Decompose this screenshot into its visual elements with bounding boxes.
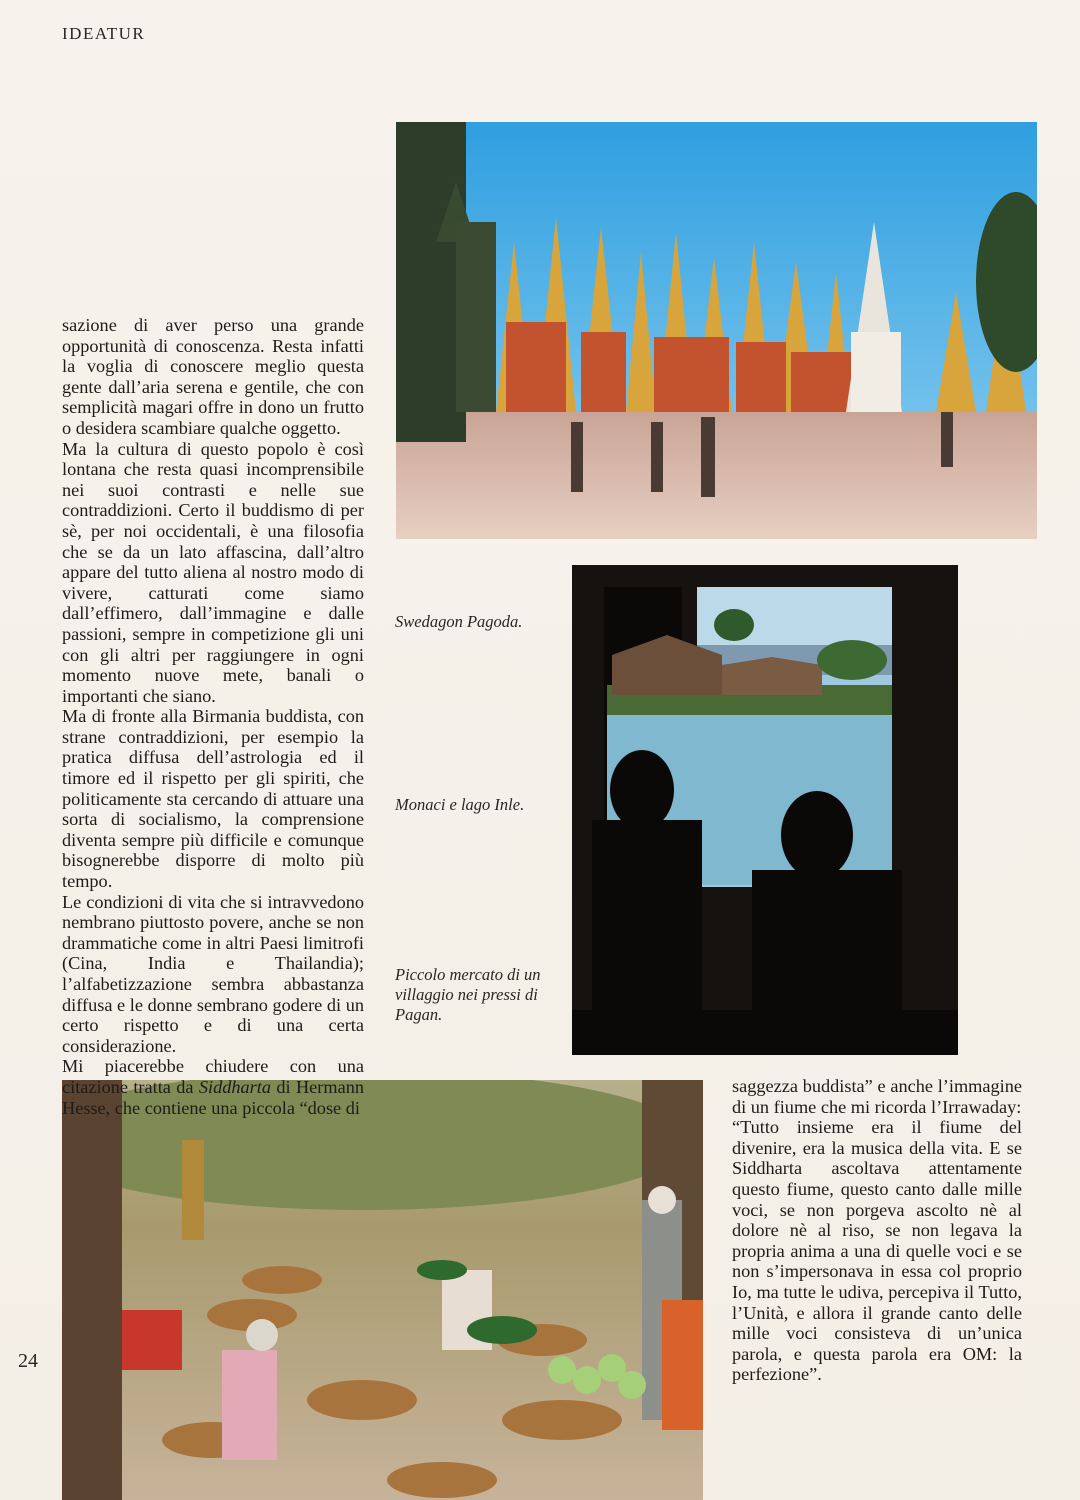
book-title: Siddharta <box>198 1076 272 1097</box>
paragraph-6: saggezza buddista” e anche l’immagine di un fiume che mi ricorda l’Irrawaday: <box>732 1076 1022 1117</box>
photo-mercato-villaggio <box>62 1080 703 1500</box>
monks-illustration <box>572 565 958 1055</box>
paragraph-4: Le condizioni di vita che si intravvedono nembrano piuttosto povere, anche se non drammatiche come in altri Paesi limitrofi (Cina, India e Thailandia); l’alfabetizzazione sembra abbastanza diffusa e le donne sembrano godere di un certo rispetto e di una certa considerazione. <box>62 891 364 1056</box>
photo-monaci-lago-inle <box>572 565 958 1055</box>
caption-market: Piccolo mercato di un villaggio nei pressi di Pagan. <box>395 965 541 1024</box>
closing-intro: Mi piacerebbe chiudere con una citazione tratta da <box>62 1056 364 1097</box>
paragraph-5 <box>62 1056 364 1118</box>
paragraph-2: Ma la cultura di questo popolo è così lontana che resta quasi incomprensibile nei suoi contrasti e nelle sue contraddizioni. Certo il buddismo di per sè, per noi occidentali, è una filosofia che se da un lato affascina, dall’altro appare del tutto aliena al nostro modo di vivere, catturati come siamo dall’effimero, dall’immagine e dalle passioni, sempre in competizione gli uni con gli altri per raggiungere in ogni momento nuove mete, banali o importanti che siano. <box>62 438 364 706</box>
page-number: 24 <box>18 1350 38 1372</box>
paragraph-1: sazione di aver perso una grande opportunità di conoscenza. Resta infatti la voglia di conoscere meglio questa gente dall’aria serena e gentile, che con semplicità magari offre in dono un frutto o desidera scambiare qualche oggetto. <box>62 315 364 438</box>
photo-swedagon-pagoda <box>396 122 1037 539</box>
pagoda-illustration <box>396 122 1037 539</box>
closing-after: di Hermann Hesse, che contiene una piccola “dose di <box>62 1076 364 1118</box>
quote-paragraph: “Tutto insieme era il fiume del divenire, era la musica della vita. E se Siddharta ascoltava attentamente questo fiume, questo canto dalle mille voci, se non porgeva ascolto nè al dolore nè al riso, se non legava la propria anima a una di quelle voci e se non s’impersonava in essa col proprio Io, ma tutte le udiva, percepiva il Tutto, l’Unità, e allora il grande canto delle mille voci consisteva di un’unica parola, e questa parola era OM: la perfezione”. <box>732 1117 1022 1385</box>
article-left-column <box>62 315 364 1118</box>
running-head: IDEATUR <box>62 24 146 43</box>
caption-monks: Monaci e lago Inle. <box>395 795 525 814</box>
article-right-column <box>732 1076 1022 1385</box>
paragraph-3: Ma di fronte alla Birmania buddista, con strane contraddizioni, per esempio la pratica diffusa dell’astrologia ed il timore ed il rispetto per gli spiriti, che politicamente sta cercando di attuare una sorta di socialismo, la comprensione diventa sempre più difficile e comunque bisognerebbe disporre di molto più tempo. <box>62 706 364 892</box>
caption-pagoda: Swedagon Pagoda. <box>395 612 523 631</box>
market-illustration <box>62 1080 703 1500</box>
